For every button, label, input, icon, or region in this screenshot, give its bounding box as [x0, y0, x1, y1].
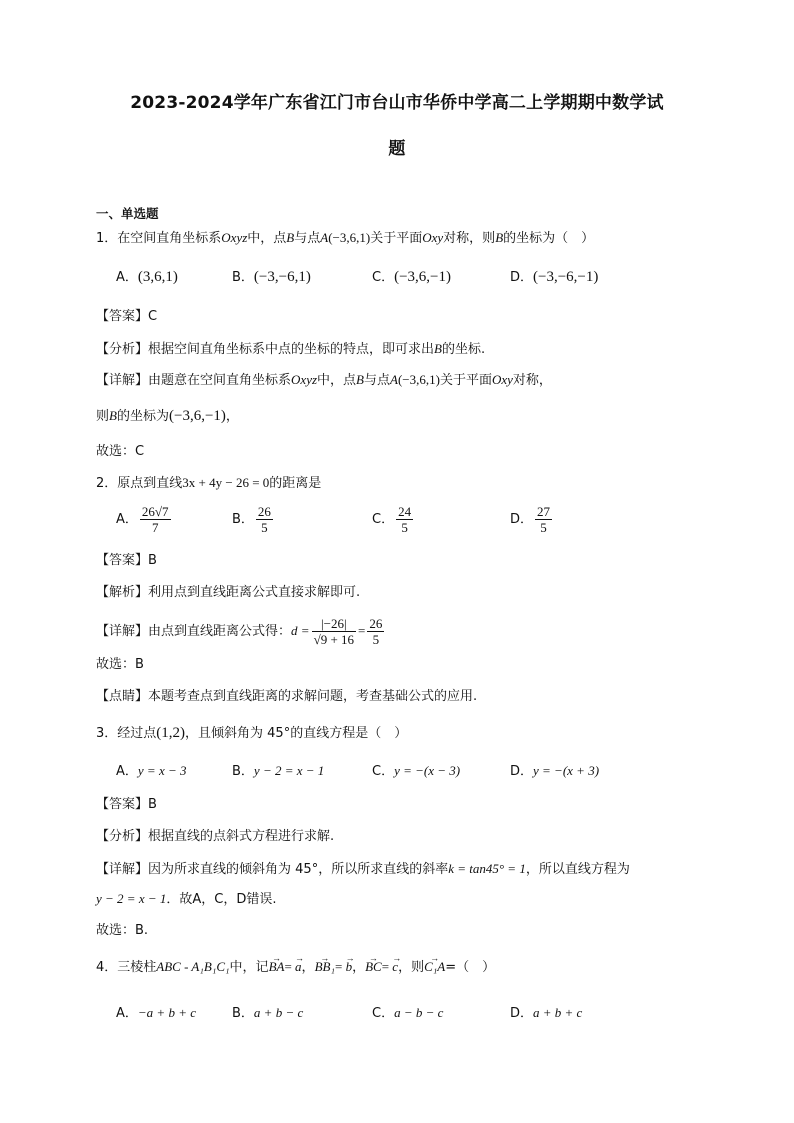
- equals-sign: =: [381, 959, 393, 974]
- option-label: B．: [232, 512, 254, 527]
- section-heading: 一、单选题: [96, 206, 159, 221]
- fraction-numerator: |−26|: [312, 616, 356, 632]
- document-title: 2023-2024学年广东省江门市台山市华侨中学高二上学期期中数学试: [130, 93, 664, 113]
- q2-stem: [96, 474, 321, 493]
- fraction-numerator: 26: [257, 504, 271, 519]
- q1-option-b: [232, 268, 311, 287]
- q3-detail: [96, 860, 630, 879]
- q2-distance-fraction: [312, 616, 356, 647]
- q1-detail-2: [96, 407, 239, 426]
- q4-stem-text: 4．三棱柱: [96, 960, 157, 975]
- fraction-denominator: 5: [261, 520, 268, 535]
- option-value: a + b + c: [533, 1005, 583, 1020]
- q1-point-b: B: [495, 230, 504, 245]
- q3-analysis: [96, 828, 334, 846]
- q2-option-c: [372, 504, 415, 535]
- q1-point-a-coord: (−3,6,1): [328, 230, 371, 245]
- separator: ，: [301, 960, 315, 975]
- q4-stem: [96, 958, 495, 977]
- q1-result-coord: (−3,6,−1): [168, 408, 226, 424]
- vector-bc: → BC: [365, 958, 382, 976]
- answer-tag: 【答案】: [96, 797, 149, 812]
- option-value: a − b − c: [394, 1005, 444, 1020]
- comment-tag: 【点睛】: [96, 689, 149, 704]
- detail-text: 则: [96, 409, 110, 424]
- fraction-numerator: 24: [398, 504, 412, 519]
- detail-tag: 【详解】: [96, 624, 149, 639]
- q2-stem-text: 的距离是: [269, 476, 322, 491]
- q1-option-c: [372, 268, 451, 287]
- q3-stem: [96, 724, 407, 743]
- q2-stem-text: 2．原点到直线: [96, 476, 183, 491]
- option-label: A．: [116, 1006, 138, 1021]
- q2-option-d: [510, 504, 554, 535]
- fraction-denominator: 5: [372, 632, 380, 647]
- fraction-numerator: 26√7: [141, 504, 169, 519]
- q2-comment: [96, 688, 477, 706]
- q3-slope: k = tan45° = 1: [448, 861, 526, 876]
- q4-option-c: [372, 1004, 443, 1023]
- answer-value: C: [148, 309, 158, 324]
- option-label: A．: [116, 270, 138, 285]
- q2-option-a: [116, 504, 173, 535]
- q3-conclusion: 故选：B.: [96, 923, 149, 938]
- q1-point-b: B: [286, 230, 295, 245]
- option-label: D．: [510, 1006, 534, 1021]
- q3-detail-2: [96, 890, 276, 909]
- detail-tag: 【详解】: [96, 862, 149, 877]
- option-value: y = x − 3: [137, 763, 187, 778]
- detail-text: 的坐标为: [116, 409, 169, 424]
- q4-option-d: [510, 1004, 582, 1023]
- q1-stem-text: 中，点: [247, 231, 287, 246]
- answer-value: B: [148, 553, 157, 568]
- q4-stem-text: =（ ）: [445, 960, 496, 975]
- detail-text: ，: [225, 409, 239, 424]
- detail-tag: 【详解】: [96, 373, 149, 388]
- option-label: A．: [116, 512, 138, 527]
- vector-c: → c: [392, 958, 398, 976]
- q3-line-equation: y − 2 = x − 1: [96, 891, 167, 906]
- equals-sign: =: [284, 959, 296, 974]
- q1-point-a: A: [320, 230, 329, 245]
- q2-analysis: [96, 584, 360, 602]
- detail-text: 因为所求直线的倾斜角为 45°，所以所求直线的斜率: [148, 862, 449, 877]
- fraction-numerator: 27: [537, 504, 551, 519]
- answer-tag: 【答案】: [96, 553, 149, 568]
- detail-text: 对称，: [512, 373, 552, 388]
- q1-analysis: [96, 340, 485, 359]
- detail-text: ，所以直线方程为: [525, 862, 630, 877]
- q2-answer: [96, 552, 157, 570]
- option-label: B．: [232, 270, 254, 285]
- vector-b: → b: [346, 958, 353, 976]
- q1-point-b: B: [356, 372, 364, 387]
- detail-text: 与点: [364, 373, 391, 388]
- q4-stem-text: 中，记: [229, 960, 269, 975]
- separator: ，: [352, 960, 366, 975]
- q1-stem-text: 1．在空间直角坐标系: [96, 231, 222, 246]
- option-label: D．: [510, 512, 534, 527]
- q1-oxyz: Oxyz: [221, 230, 248, 245]
- q1-point-b: B: [434, 341, 442, 356]
- q1-stem-text: 对称，则: [443, 231, 496, 246]
- analysis-text: 的坐标.: [441, 342, 486, 357]
- option-label: B．: [232, 764, 254, 779]
- q3-option-c: [372, 762, 460, 781]
- q1-plane: Oxy: [422, 230, 444, 245]
- q2-option-b: [232, 504, 275, 535]
- q3-option-d: [510, 762, 599, 781]
- option-label: C．: [372, 512, 395, 527]
- option-value: y = −(x − 3): [394, 763, 461, 778]
- option-value: (−3,−6,1): [253, 269, 311, 285]
- q1-plane: Oxy: [491, 372, 513, 387]
- detail-text: 由题意在空间直角坐标系: [148, 373, 292, 388]
- q1-answer: [96, 308, 157, 326]
- option-label: B．: [232, 1006, 254, 1021]
- q2-result-fraction: [367, 616, 384, 647]
- equals-sign: =: [358, 623, 366, 638]
- q3-answer: [96, 796, 157, 814]
- fraction-denominator: √9 + 16: [313, 632, 355, 647]
- detail-text: 关于平面: [439, 373, 492, 388]
- option-value: y − 2 = x − 1: [253, 763, 325, 778]
- option-fraction: [396, 504, 413, 535]
- q4-option-b: [232, 1004, 303, 1023]
- analysis-text: 根据空间直角坐标系中点的坐标的特点，即可求出: [148, 342, 435, 357]
- option-label: C．: [372, 270, 395, 285]
- option-label: C．: [372, 764, 395, 779]
- q4-option-a: [116, 1004, 196, 1023]
- q1-oxyz: Oxyz: [291, 372, 318, 387]
- vector-ba: → BA: [269, 958, 285, 976]
- detail-text: 中，点: [317, 373, 357, 388]
- q4-stem-text: ，则: [398, 960, 425, 975]
- q2-distance-symbol: d =: [291, 623, 310, 638]
- document-title-continuation: 题: [388, 139, 406, 159]
- q1-option-a: [116, 268, 178, 287]
- q3-option-b: [232, 762, 324, 781]
- q4-prism: ABC - A₁B₁C₁: [156, 959, 230, 974]
- comment-text: 本题考查点到直线距离的求解问题，考查基础公式的应用.: [148, 689, 478, 704]
- option-value: (−3,−6,−1): [533, 269, 599, 285]
- q1-detail: [96, 371, 552, 390]
- q3-stem-text: 3．经过点: [96, 726, 157, 741]
- analysis-tag: 【解析】: [96, 585, 149, 600]
- analysis-tag: 【分析】: [96, 829, 149, 844]
- option-fraction: [140, 504, 171, 535]
- q1-option-d: [510, 268, 598, 287]
- option-label: D．: [510, 764, 534, 779]
- fraction-denominator: 7: [151, 520, 159, 535]
- option-value: a + b − c: [253, 1005, 304, 1020]
- q3-stem-text: ，且倾斜角为 45°的直线方程是（ ）: [185, 726, 408, 741]
- option-label: A．: [116, 764, 138, 779]
- q1-stem: [96, 229, 594, 248]
- option-value: (3,6,1): [137, 269, 178, 285]
- q2-detail: [96, 616, 386, 647]
- q1-stem-text: 的坐标为（ ）: [503, 231, 595, 246]
- answer-tag: 【答案】: [96, 309, 149, 324]
- q1-point-a: A: [390, 372, 398, 387]
- analysis-text: 根据直线的点斜式方程进行求解.: [148, 829, 335, 844]
- q1-point-b: B: [109, 408, 117, 423]
- option-value: y = −(x + 3): [533, 763, 600, 778]
- vector-bb1: → BB₁: [315, 958, 335, 976]
- q1-point-a-coord: (−3,6,1): [397, 372, 440, 387]
- option-value: −a + b + c: [137, 1005, 196, 1020]
- q1-conclusion: 故选：C: [96, 444, 145, 459]
- answer-value: B: [148, 797, 157, 812]
- q2-line-equation: 3x + 4y − 26 = 0: [182, 475, 270, 490]
- option-value: (−3,6,−1): [394, 269, 451, 285]
- equals-sign: =: [334, 959, 346, 974]
- vector-c1a: → C₁A: [424, 958, 445, 976]
- q1-stem-text: 关于平面: [370, 231, 423, 246]
- q3-point: (1,2): [156, 725, 186, 741]
- option-fraction: [535, 504, 552, 535]
- option-label: C．: [372, 1006, 395, 1021]
- analysis-text: 利用点到直线距离公式直接求解即可.: [148, 585, 361, 600]
- option-label: D．: [510, 270, 534, 285]
- fraction-denominator: 5: [540, 520, 547, 535]
- fraction-denominator: 5: [401, 520, 408, 535]
- option-fraction: [256, 504, 273, 535]
- fraction-numerator: 26: [369, 616, 383, 631]
- q2-conclusion: 故选：B: [96, 657, 144, 672]
- q3-option-a: [116, 762, 187, 781]
- analysis-tag: 【分析】: [96, 342, 149, 357]
- q1-stem-text: 与点: [294, 231, 321, 246]
- detail-text: ．故A，C，D错误.: [166, 892, 277, 907]
- detail-text: 由点到直线距离公式得：: [148, 624, 292, 639]
- vector-a: → a: [295, 958, 302, 976]
